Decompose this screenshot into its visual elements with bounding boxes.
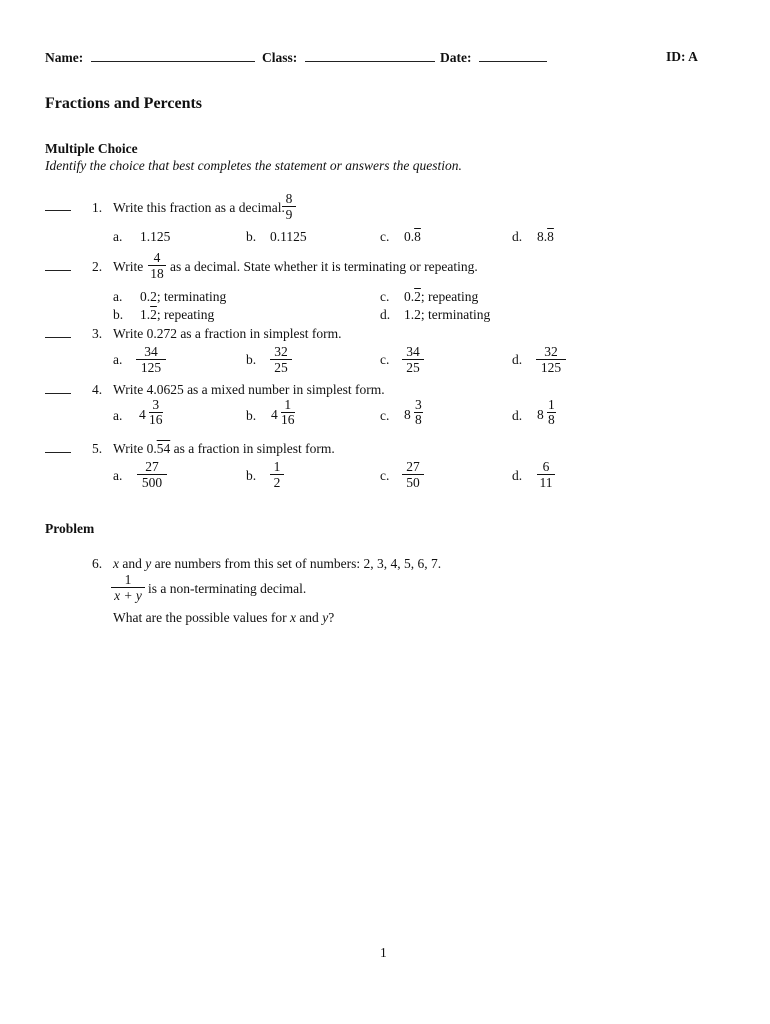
q3-a-fraction [136, 344, 166, 375]
q3-d-num: 32 [536, 344, 566, 360]
page-number: 1 [380, 945, 387, 960]
q3-b-den: 25 [274, 360, 288, 375]
q2-b-label: b. [113, 307, 124, 322]
q4-number: 4. [92, 382, 103, 397]
answer-blank-4[interactable] [45, 393, 71, 394]
q2-c-post: ; repeating [420, 289, 479, 304]
page-title: Fractions and Percents [45, 95, 203, 112]
q4-c-den: 8 [415, 412, 422, 427]
q2-write: Write [113, 259, 144, 274]
q1-text: Write this fraction as a decimal. [113, 200, 285, 215]
q2-b-choice [140, 307, 214, 323]
q6-line3 [113, 610, 334, 626]
q1-b-choice: 0.1125 [270, 229, 307, 244]
q3-a-num: 34 [136, 344, 166, 360]
q4-b-label: b. [246, 408, 257, 423]
q6-line1-rest: are numbers from this set of numbers: 2, 3, 4, 5, 6, 7. [151, 556, 442, 571]
q4-c-label: c. [380, 408, 390, 423]
q6-line3-and: and [295, 610, 323, 625]
q2-text: as a decimal. State whether it is terminating or repeating. [170, 259, 478, 274]
q6-fraction [111, 572, 145, 603]
q3-number: 3. [92, 326, 103, 341]
id-label: ID: A [666, 49, 698, 64]
q2-b-repeat: 2 [150, 307, 157, 322]
q6-frac-num: 1 [111, 572, 145, 588]
q6-and: and [119, 556, 146, 571]
q6-frac-den: x + y [114, 588, 142, 603]
q6-line1 [113, 556, 441, 572]
q5-a-label: a. [113, 468, 123, 483]
q4-b-whole: 4 [271, 407, 278, 422]
header-row [45, 49, 255, 66]
q2-frac-den: 18 [150, 266, 164, 281]
q4-a-frac [149, 398, 163, 427]
q5-d-fraction [537, 459, 555, 490]
q5-text [113, 441, 335, 457]
q5-text-pre: Write 0. [113, 441, 157, 456]
problem-heading: Problem [45, 521, 95, 536]
mc-instructions: Identify the choice that best completes the statement or answers the question. [45, 158, 462, 173]
q3-d-den: 125 [540, 360, 562, 375]
q5-c-den: 50 [406, 475, 420, 490]
q4-text: Write 4.0625 as a mixed number in simplest form. [113, 382, 385, 397]
q6-x: x [113, 556, 119, 571]
q1-number: 1. [92, 200, 103, 215]
q5-c-num: 27 [402, 459, 424, 475]
q1-d-label: d. [512, 229, 523, 244]
q4-d-num: 1 [548, 397, 555, 412]
date-field [440, 49, 547, 66]
q1-d-choice [537, 229, 554, 245]
q5-a-num: 27 [137, 459, 167, 475]
q2-c-repeat: 2 [414, 289, 421, 304]
q1-d-pre: 8. [537, 229, 548, 244]
q2-c-pre: 0. [404, 289, 415, 304]
q5-d-den: 11 [539, 475, 553, 490]
answer-blank-2[interactable] [45, 270, 71, 271]
q3-c-fraction [402, 344, 424, 375]
q1-frac-den: 9 [285, 207, 293, 222]
q5-text-repeat: 54 [156, 441, 171, 456]
q4-d-whole: 8 [537, 407, 544, 422]
name-blank[interactable] [91, 49, 255, 62]
q2-a-label: a. [113, 289, 123, 304]
q1-c-choice [404, 229, 421, 245]
q3-b-label: b. [246, 352, 257, 367]
q1-a-label: a. [113, 229, 123, 244]
q5-d-num: 6 [537, 459, 555, 475]
q6-number: 6. [92, 556, 103, 571]
q3-d-label: d. [512, 352, 523, 367]
q4-c-frac [414, 398, 423, 427]
q3-d-fraction [536, 344, 566, 375]
class-blank[interactable] [305, 49, 435, 62]
q5-a-den: 500 [141, 475, 163, 490]
q4-d-frac [547, 398, 556, 427]
answer-blank-1[interactable] [45, 210, 71, 211]
q1-frac-num: 8 [282, 191, 296, 207]
q1-b-label: b. [246, 229, 257, 244]
q3-text: Write 0.272 as a fraction in simplest form. [113, 326, 342, 341]
q3-b-fraction [270, 344, 292, 375]
q6-line3-pre: What are the possible values for [113, 610, 290, 625]
q1-c-label: c. [380, 229, 390, 244]
q1-d-repeat: 8 [547, 229, 554, 244]
q1-c-repeat: 8 [414, 229, 421, 244]
answer-blank-5[interactable] [45, 452, 71, 453]
q4-a-den: 16 [149, 412, 163, 427]
q4-b-frac [281, 398, 295, 427]
q5-b-fraction [270, 459, 284, 490]
q4-a-whole: 4 [139, 407, 146, 422]
q3-c-num: 34 [402, 344, 424, 360]
q5-b-den: 2 [273, 475, 281, 490]
q4-c-num: 3 [415, 397, 422, 412]
class-label: Class: [262, 50, 298, 65]
q6-line3-y: y [322, 610, 329, 625]
date-label: Date: [440, 50, 472, 65]
q3-a-label: a. [113, 352, 123, 367]
q2-b-post: ; repeating [156, 307, 215, 322]
q6-y: y [145, 556, 152, 571]
answer-blank-3[interactable] [45, 337, 71, 338]
q5-number: 5. [92, 441, 103, 456]
q5-c-label: c. [380, 468, 390, 483]
q4-b-den: 16 [281, 412, 295, 427]
mc-heading: Multiple Choice [45, 141, 138, 156]
q2-fraction [148, 250, 166, 281]
q1-fraction [282, 191, 296, 222]
q5-text-post: as a fraction in simplest form. [170, 441, 335, 456]
q6-line3-end: ? [328, 610, 335, 625]
name-label: Name: [45, 50, 84, 65]
q4-d-label: d. [512, 408, 523, 423]
q2-a-choice: 0.2; terminating [140, 289, 227, 304]
q6-line2: is a non-terminating decimal. [148, 581, 307, 596]
q2-c-label: c. [380, 289, 390, 304]
q4-a-num: 3 [149, 398, 163, 413]
q2-frac-num: 4 [148, 250, 166, 266]
q5-b-num: 1 [270, 459, 284, 475]
class-field [262, 49, 435, 66]
q4-a-label: a. [113, 408, 123, 423]
q5-c-fraction [402, 459, 424, 490]
q3-c-den: 25 [406, 360, 420, 375]
q6-line3-x: x [289, 610, 296, 625]
date-blank[interactable] [479, 49, 547, 62]
q4-d-den: 8 [548, 412, 555, 427]
q2-d-label: d. [380, 307, 391, 322]
q2-d-choice: 1.2; terminating [404, 307, 491, 322]
q2-number: 2. [92, 259, 103, 274]
q5-d-label: d. [512, 468, 523, 483]
q3-a-den: 125 [140, 360, 162, 375]
q5-b-label: b. [246, 468, 257, 483]
q3-c-label: c. [380, 352, 390, 367]
q2-c-choice [404, 289, 478, 305]
q1-a-choice: 1.125 [140, 229, 171, 244]
q4-b-num: 1 [281, 398, 295, 413]
q1-c-pre: 0. [404, 229, 415, 244]
q3-b-num: 32 [270, 344, 292, 360]
q2-b-pre: 1. [140, 307, 151, 322]
q4-c-whole: 8 [404, 407, 411, 422]
q5-a-fraction [137, 459, 167, 490]
